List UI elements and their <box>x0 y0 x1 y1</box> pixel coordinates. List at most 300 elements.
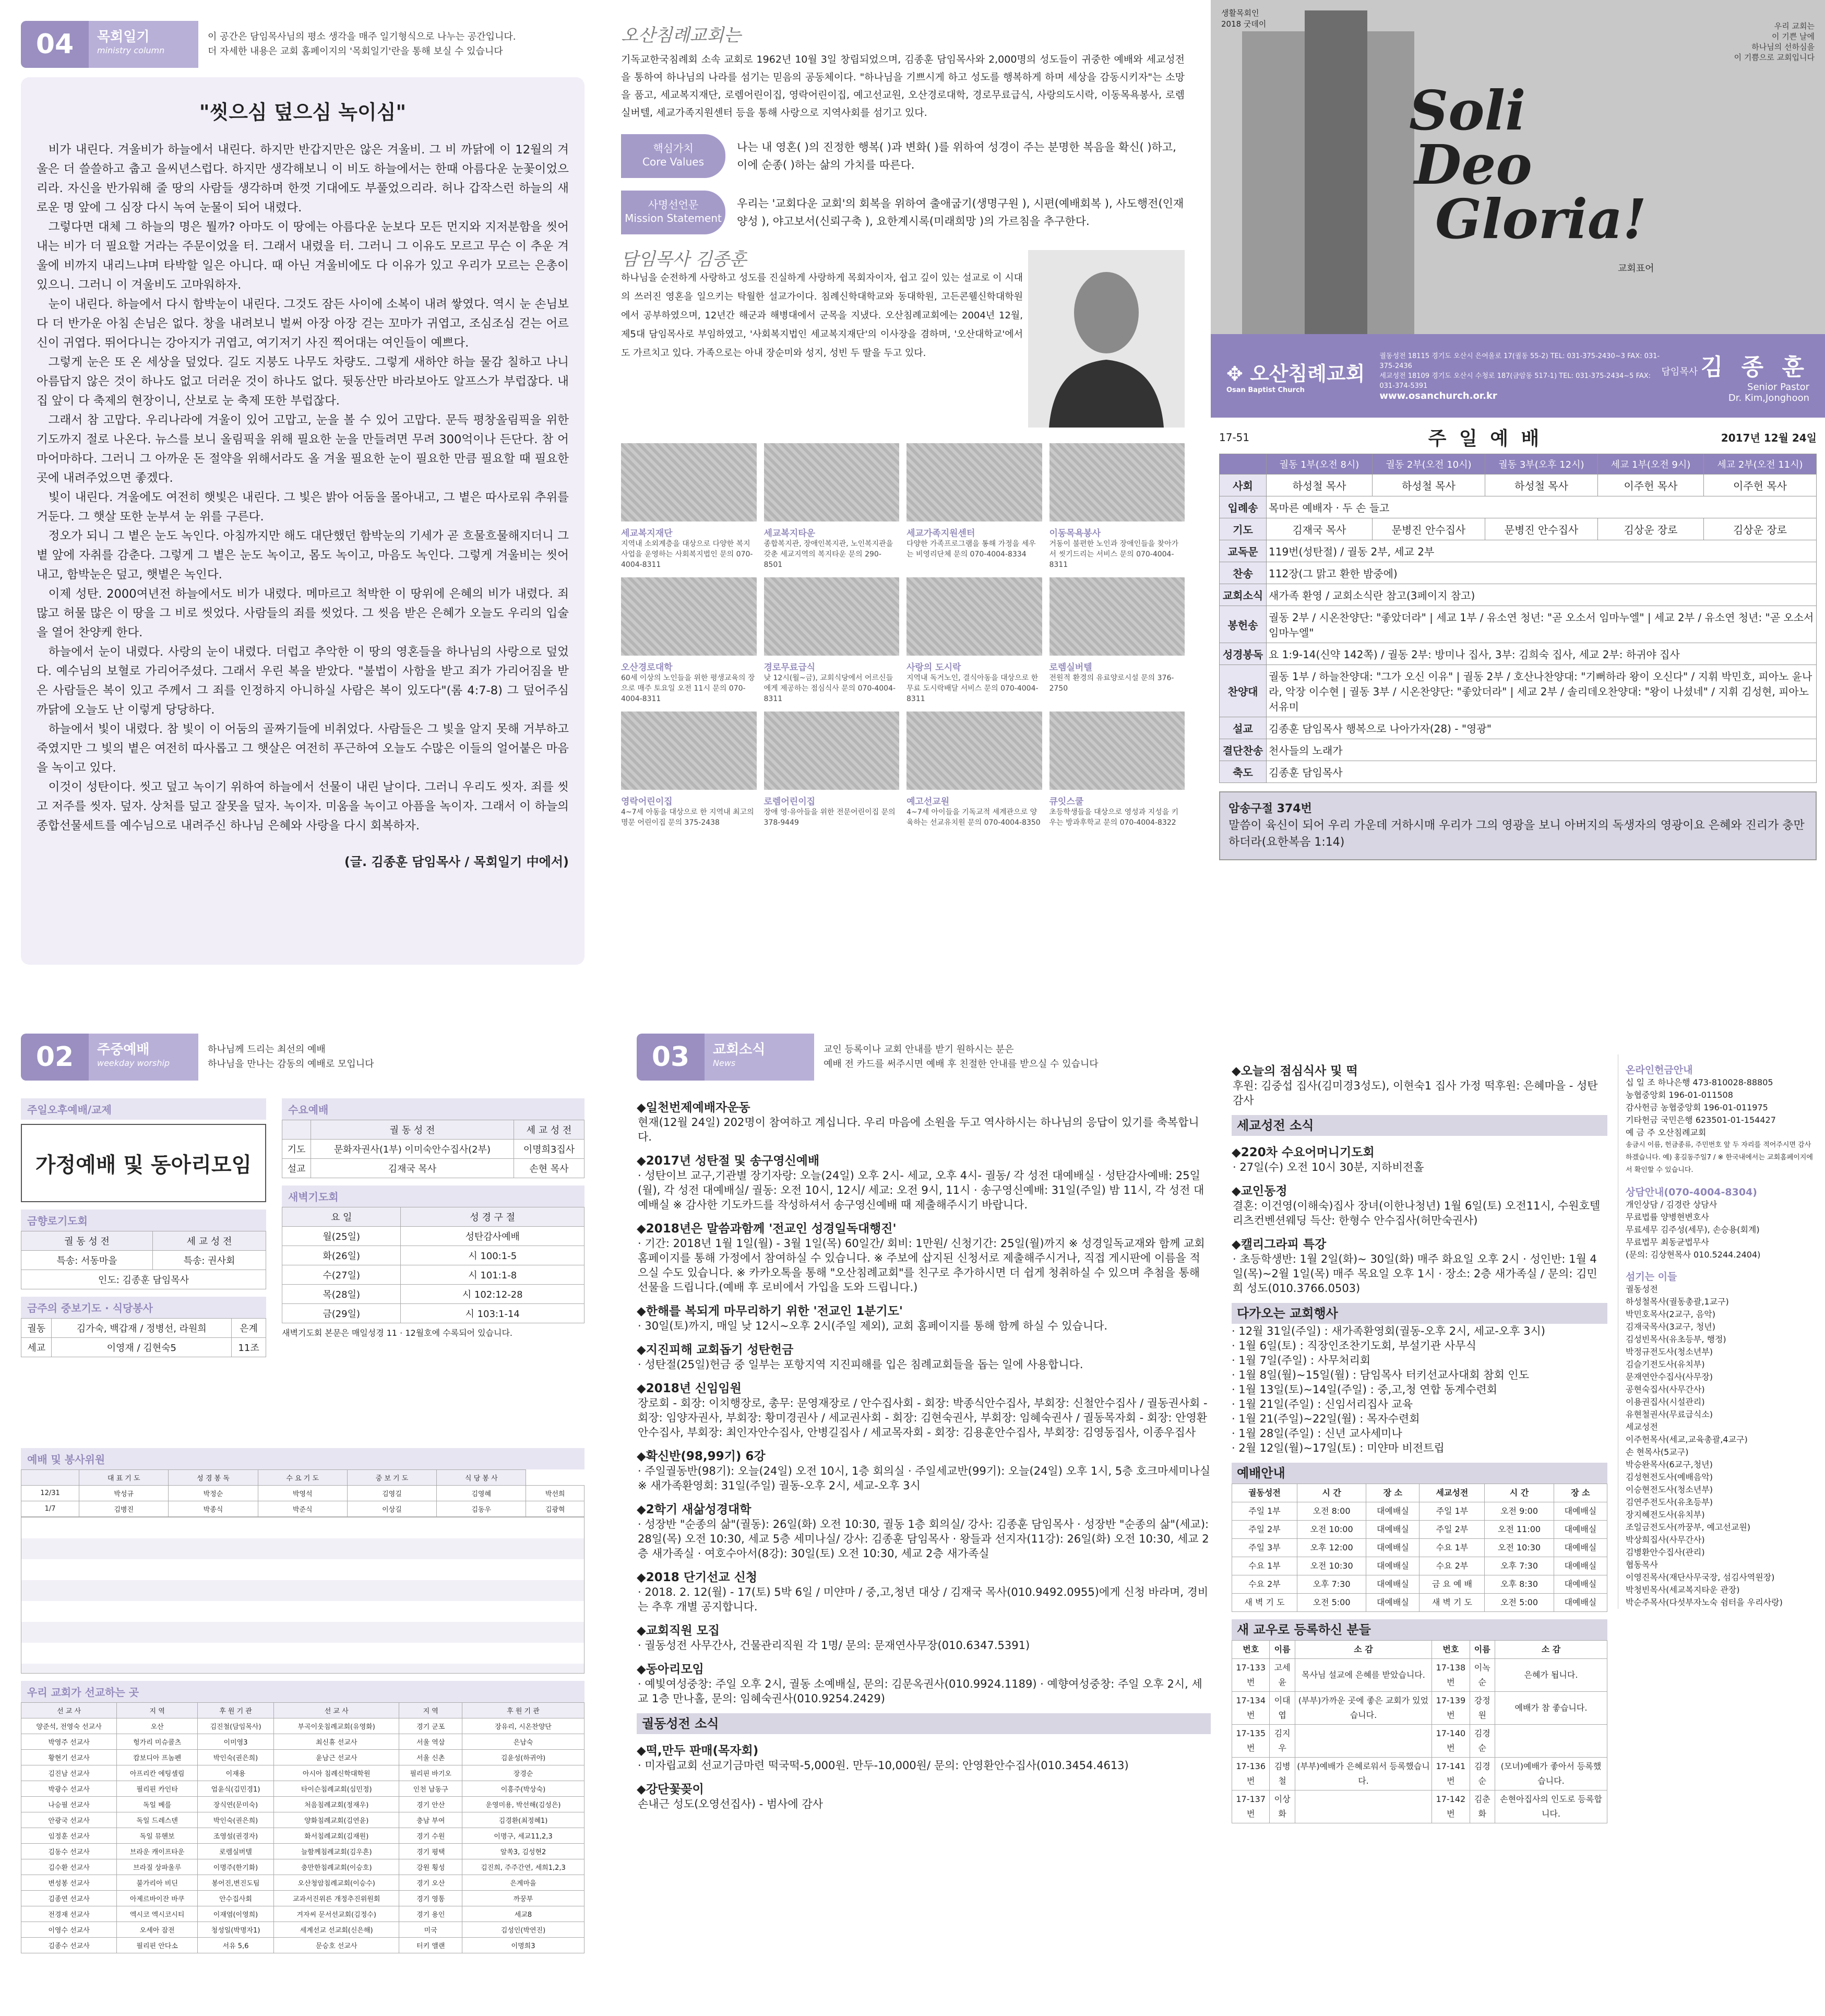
cell: 서울 역삼 <box>399 1734 462 1750</box>
ministry-card <box>621 711 757 828</box>
service-section <box>21 1441 585 1953</box>
label-ko: 핵심가치 <box>653 142 694 155</box>
col-head: 중 보 기 도 <box>347 1470 436 1486</box>
table-row <box>1220 540 1817 562</box>
quote-line: 이 기쁨으로 교회입니다 <box>1734 53 1815 62</box>
cell: 천사들의 노래가 <box>1267 739 1817 761</box>
cell: 성탄감사예배 <box>401 1227 585 1246</box>
section-title: 목회일기 <box>97 29 150 45</box>
col-head: 시 간 <box>1297 1484 1366 1502</box>
cell: 11조 <box>232 1338 266 1357</box>
cell: 장경순 <box>462 1765 585 1781</box>
news-body: · 2018. 2. 12(월) - 17(토) 5박 6일 / 미얀마 / 중,고,청년 대상 / 김재국 목사(010.9492.0955)에게 신청 바라며, 경비는 추후 개별 공지합니다. <box>638 1586 1209 1613</box>
cell: 문병진 안수집사 <box>1485 518 1597 540</box>
staff-line: 김슬기전도사(유치부) <box>1626 1359 1705 1369</box>
ministries-grid <box>621 443 1185 828</box>
column-paragraph: 비가 내린다. 겨울비가 하늘에서 내린다. 하지만 반갑지만은 않은 겨울비. 그 비 까닭에 이 12월의 겨울은 더 쓸쓸하고 춥고 을씨년스럽다. 하지만 생각해보니 이 비도 하늘에서는 한때 아름다운 눈꽃이었으리라. 자신을 반가워해 줄 땅의 사람들 생각하며 한껏 기대에도 부풀었으리라. 허나 갑작스런 하늘의 새로운 명 앞에 그 심장 다시 녹여 눈물이 되어 내렸다. <box>37 143 569 215</box>
dawn-prayer-table <box>282 1207 585 1323</box>
table-row <box>21 1812 585 1828</box>
cell: 박선희 <box>526 1486 585 1501</box>
cell: 목(28일) <box>282 1285 401 1304</box>
cell: 김경환(최정혜1) <box>462 1812 585 1828</box>
worship-heading: 주 일 예 배 <box>1428 428 1543 449</box>
staff-line: 박순주목사(다섯부자노숙 쉼터을 우리사랑) <box>1626 1597 1783 1607</box>
cell: 이미영3 <box>198 1734 274 1750</box>
cell: 독일 드레스덴 <box>117 1812 198 1828</box>
cell: 화서침례교회(김재원) <box>273 1828 399 1844</box>
table-row <box>1220 739 1817 761</box>
cell: (모녀)예배가 좋아서 등록했습니다. <box>1495 1758 1607 1790</box>
column-paragraph: 이제 성탄. 2000여년전 하늘에서도 비가 내렸다. 메마르고 척박한 이 땅위에 은혜의 비가 내렸다. 죄 많고 허물 많은 이 땅을 그 비로 씻었다. 사람들의 죄를 씻었다. 그 씻음 받은 은혜가 오늘도 우리의 입술을 열어 찬양케 한다. <box>37 587 569 639</box>
column-paragraph: 이것이 성탄이다. 씻고 덮고 녹이기 위하여 하늘에서 선물이 내린 날이다. 그러니 우리도 씻자. 죄를 씻고 저주를 씻자. 덮자. 상처를 덮고 잘못을 덮자. 녹이자. 미움을 녹이고 아픔을 녹이자. 그래서 이 하늘의 종합선물세트를 예수님으로 내려주신 하나님 은혜와 사랑을 다시 회복하자. <box>37 780 569 833</box>
table-row <box>1232 1557 1607 1575</box>
table-row <box>21 1859 585 1875</box>
logo-text: 오산침례교회 <box>1250 362 1365 385</box>
cell: 김동우 <box>437 1501 526 1517</box>
ministry-desc: 거동이 불편한 노인과 장애인들을 찾아가서 씻기드리는 서비스 문의 070-4004-8311 <box>1049 540 1179 569</box>
cell: 김종훈 담임목사 행복으로 나아가자(28) - "영광" <box>1267 717 1817 739</box>
col-head: 소 감 <box>1295 1641 1432 1659</box>
cell: 17-135번 <box>1232 1725 1270 1758</box>
address-line: 세교성전 18109 경기도 오산시 수청로 187(금암동 517-1) TEL: 031-375-2434~5 FAX: 031-374-5391 <box>1379 372 1651 390</box>
ministry-desc: 지역내 독거노인, 결식아동을 대상으로 한 무료 도시락배달 서비스 문의 070-4004-8311 <box>906 674 1039 703</box>
cell: 타이슨침례교회(심민정) <box>273 1781 399 1797</box>
staff-line: 박상희집사(사무간사) <box>1626 1535 1705 1545</box>
cell: 손현아집사의 인도로 등록합니다. <box>1495 1790 1607 1823</box>
table-row <box>1232 1521 1607 1539</box>
cell: 112장(그 맑고 환한 밤중에) <box>1267 562 1817 584</box>
cell: 오세아 잠전 <box>117 1922 198 1938</box>
ministry-card <box>1049 711 1185 828</box>
staff-line: 박정규전도사(청소년부) <box>1626 1347 1713 1357</box>
page-church-intro <box>621 21 1185 981</box>
staff-line: 문재연안수집사(사무장) <box>1626 1372 1713 1382</box>
news-heading: ◆강단꽃꽂이 <box>637 1783 704 1796</box>
table-row <box>1232 1575 1607 1594</box>
ministry-photo <box>764 711 900 790</box>
friday-prayer-table <box>21 1231 266 1289</box>
ministry-photo <box>621 443 757 521</box>
event-item: · 2월 12일(월)~17일(토) : 미얀마 비전트립 <box>1232 1442 1445 1454</box>
news-mid-column <box>1232 1054 1607 1823</box>
news-heading: ◆지진피해 교회돕기 성탄헌금 <box>637 1343 794 1357</box>
table-row <box>21 1486 585 1501</box>
ministry-desc: 초등학생들을 대상으로 영성과 지성을 키우는 방과후학교 문의 070-4004-8322 <box>1049 808 1179 827</box>
cell: 손현 목사 <box>514 1159 584 1178</box>
cell: 독일 뮤헨보 <box>117 1828 198 1844</box>
cell: 박영주 선교사 <box>21 1734 117 1750</box>
column-body <box>37 140 569 836</box>
ministry-photo <box>621 577 757 656</box>
ministry-card <box>764 577 900 704</box>
cell: 박인숙(권은희) <box>198 1812 274 1828</box>
cell: 이명주(한기화) <box>198 1859 274 1875</box>
cell: 기도 <box>282 1140 311 1159</box>
cell: 오전 10:30 <box>1485 1539 1554 1557</box>
cell: 김종연 선교사 <box>21 1891 117 1906</box>
column-signature: (글. 김종훈 담임목사 / 목회일기 中에서) <box>344 855 569 869</box>
cell: 대예배실 <box>1366 1539 1420 1557</box>
section-description <box>814 1042 1099 1072</box>
staff-line: 김병환안수집사(관리) <box>1626 1547 1705 1557</box>
cell: 장식연(문미숙) <box>198 1797 274 1812</box>
table-header-row <box>282 1207 585 1227</box>
table-row <box>1220 518 1817 540</box>
news-heading: ◆오늘의 점심식사 및 떡 <box>1232 1064 1358 1078</box>
pastor-name: 김 종 훈 <box>1700 354 1809 381</box>
table-row <box>1220 475 1817 496</box>
col-head: 궐동 2부(오전 10시) <box>1372 454 1485 475</box>
service-detail-grid <box>21 1517 585 1674</box>
cell: (부부)가까운 곳에 좋은 교회가 있었습니다. <box>1295 1692 1432 1725</box>
ministry-photo <box>621 711 757 790</box>
table-row <box>1220 584 1817 606</box>
row-label: 교독문 <box>1220 540 1267 562</box>
sunday-afternoon-bar: 주일오후예배/교제 <box>21 1098 266 1120</box>
church-info-band <box>1211 334 1825 418</box>
core-values-row <box>621 134 1185 178</box>
col-head: 이름 <box>1270 1641 1295 1659</box>
news-heading: ◆2018년 신임임원 <box>637 1382 742 1395</box>
pastor-label <box>1662 348 1809 404</box>
ministry-name: 이동목욕봉사 <box>1049 528 1101 539</box>
cell: 경기 영통 <box>399 1891 462 1906</box>
cell: 요 1:9-14(신약 142쪽) / 궐동 2부: 방미나 집사, 3부: 김희숙 집사, 세교 2부: 하귀야 집사 <box>1267 643 1817 665</box>
quote-line: 이 기쁜 날에 <box>1772 32 1815 41</box>
ministry-name: 로렘실버텔 <box>1049 662 1092 673</box>
cell: 궐동 <box>21 1319 52 1338</box>
pastor-en: Dr. Kim,Jonghoon <box>1728 393 1809 404</box>
section-subtitle: weekday worship <box>97 1058 170 1068</box>
table-row <box>21 1922 585 1938</box>
cell: 양화침례교회(김연윤) <box>273 1812 399 1828</box>
cell: 특송: 권사회 <box>153 1251 266 1270</box>
cell: 박종식 <box>169 1501 258 1517</box>
cell: 까꿍부 <box>462 1891 585 1906</box>
page-number-badge: 02 <box>21 1034 89 1081</box>
pastor-section <box>621 250 1185 428</box>
cell: 오전 8:00 <box>1297 1502 1366 1521</box>
title-line: Gloria! <box>1435 187 1647 251</box>
cell: 이상화 <box>1270 1790 1295 1823</box>
row-label: 입례송 <box>1220 496 1267 518</box>
cell: 늘함께침례교회(김우흔) <box>273 1844 399 1859</box>
table-row <box>1232 1502 1607 1521</box>
cell: 고세윤 <box>1270 1659 1295 1692</box>
staff-line: 김재국목사(3교구, 청년) <box>1626 1322 1715 1332</box>
col-head: 장 소 <box>1554 1484 1607 1502</box>
staff-line: 유현철권사(무료급식소) <box>1626 1409 1713 1419</box>
cell: 필리핀 안다소 <box>117 1938 198 1953</box>
side-line: 무료법률 양병현변호사 <box>1626 1212 1709 1222</box>
newcomer-bar: 새 교우로 등록하신 분들 <box>1232 1619 1607 1640</box>
cell: 목마른 예배자 · 두 손 들고 <box>1267 496 1817 518</box>
cell: 김경순 <box>1470 1725 1495 1758</box>
ministry-card <box>764 443 900 570</box>
cell: 경기 오산 <box>399 1875 462 1891</box>
section-title: 교회소식 <box>713 1042 766 1058</box>
side-heading: 섬기는 이들 <box>1626 1271 1677 1283</box>
cell: 경기 용인 <box>399 1906 462 1922</box>
table-row <box>21 1765 585 1781</box>
cell: 최신휴 선교사 <box>273 1734 399 1750</box>
page-04-ministry-column <box>21 21 585 981</box>
cell: 필리핀 카인타 <box>117 1781 198 1797</box>
news-body: · 초등학생반: 1월 2일(화)~ 30일(화) 매주 화요일 오후 2시 · 성인반: 1월 4일(목)~2월 1일(목) 매주 목요일 오후 1시 · 장소: 2층 새가족실 / 문의: 김민희 성도(010.3766.0503) <box>1233 1253 1597 1295</box>
cell: 시 102:12-28 <box>401 1285 585 1304</box>
column-paragraph: 그렇다면 대체 그 하늘의 명은 뭘까? 아마도 이 땅에는 아름다운 눈보다 모든 먼지와 지저분함을 씻어내는 비가 더 필요할 거라는 주문이었을 터. 그래서 내렸을 터. 그러니 그 이유도 모르고 무슨 이 추운 겨울에 비까지 내리느냐며 타박할 일은 아니다. 때 아닌 겨울비에도 다 이유가 있고 우리가 모르는 은총이 있으니. 그러니 이 겨울비도 고마워하자. <box>37 220 569 292</box>
news-left-column <box>637 1091 1211 1811</box>
cell: 김재국 목사 <box>1267 518 1373 540</box>
section-subtitle: ministry column <box>97 45 165 55</box>
table-header-row <box>21 1703 585 1718</box>
desc-line: 하나님께 드리는 최선의 예배 <box>208 1044 326 1055</box>
ministry-desc: 4~7세 아이들을 기독교적 세계관으로 양육하는 선교유치원 문의 070-4004-8350 <box>906 808 1041 827</box>
cell: 새 벽 기 도 <box>1420 1594 1485 1612</box>
pastor-hand-title: 담임목사 김종훈 <box>621 249 747 270</box>
cell: 17-134번 <box>1232 1692 1270 1725</box>
news-heading: ◆확신반(98,99기) 6강 <box>637 1450 766 1463</box>
cell: 변성봉 선교사 <box>21 1875 117 1891</box>
ministry-card <box>906 711 1042 828</box>
worship-date: 2017년 12월 24일 <box>1721 432 1817 444</box>
news-body: 결혼: 이건영(이해숙)집사 장녀(이한나청년) 1월 6일(토) 오전11시, 수원호텔리츠컨벤션웨딩 득산: 한형수 안수집사(허만숙권사) <box>1233 1200 1601 1227</box>
cell: 김경순 <box>1470 1758 1495 1790</box>
staff-line: 김성현전도사(예배음악) <box>1626 1472 1713 1482</box>
table-row <box>1232 1790 1607 1823</box>
website-link[interactable]: www.osanchurch.or.kr <box>1379 390 1497 401</box>
cell: 안수집사회 <box>198 1891 274 1906</box>
cell: 조영설(권경자) <box>198 1828 274 1844</box>
cell: 이주헌 목사 <box>1597 475 1703 496</box>
staff-line: 공현숙집사(사무간사) <box>1626 1384 1705 1394</box>
section-title: 주중예배 <box>97 1042 150 1058</box>
side-line: 기타헌금 국민은행 623501-01-154427 <box>1626 1115 1776 1125</box>
cell: 17-138번 <box>1432 1659 1470 1692</box>
staff-line: 이영진목사(재단사무국장, 섬김사역원장) <box>1626 1572 1775 1582</box>
cell: 브라운 캐이프타운 <box>117 1844 198 1859</box>
cell: 아프리칸 에팅셀림 <box>117 1765 198 1781</box>
schedule-bar: 예배안내 <box>1232 1463 1607 1484</box>
mission-row <box>621 191 1185 234</box>
ministry-photo <box>906 443 1042 521</box>
news-heading: ◆캘리그라피 특강 <box>1232 1238 1327 1251</box>
worship-table <box>1219 454 1817 783</box>
cell: 김수환 선교사 <box>21 1859 117 1875</box>
page-02-weekday-worship <box>21 1034 585 2005</box>
table-row <box>21 1828 585 1844</box>
logo-en: Osan Baptist Church <box>1226 386 1305 394</box>
table-row <box>1220 562 1817 584</box>
cell: 이명희3집사 <box>514 1140 584 1159</box>
cell: (부부)예배가 은혜로워서 등록했습니다. <box>1295 1758 1432 1790</box>
cell: 김병진 <box>79 1501 169 1517</box>
ministry-desc: 전원적 환경의 유료양로시설 문의 376-2750 <box>1049 674 1174 693</box>
cell: 대예배실 <box>1554 1502 1607 1521</box>
news-heading: ◆2018년은 말씀과함께 '전교인 성경일독대행진' <box>637 1222 897 1236</box>
cell: 수(27일) <box>282 1265 401 1285</box>
cell: 오전 9:00 <box>1485 1502 1554 1521</box>
topleft-1: 생활목회인 <box>1221 8 1259 18</box>
ministry-name: 사랑의 도시락 <box>906 662 961 673</box>
cell: 이재용 <box>198 1765 274 1781</box>
news-heading: ◆220차 수요어머니기도회 <box>1232 1146 1375 1159</box>
cell: 엄윤식(김민경1) <box>198 1781 274 1797</box>
cell: 오전 10:00 <box>1297 1521 1366 1539</box>
cell: 오산청암침례교회(이승수) <box>273 1875 399 1891</box>
cover-topleft <box>1221 7 1266 29</box>
label-ko: 사명선언문 <box>648 198 699 211</box>
missions-bar: 우리 교회가 선교하는 곳 <box>21 1681 585 1702</box>
segyo-news-bar: 세교성전 소식 <box>1232 1115 1607 1136</box>
cell: 인천 남동구 <box>399 1781 462 1797</box>
table-row <box>21 1938 585 1953</box>
cell: 문화자권사(1부) 이미숙안수집사(2부) <box>311 1140 514 1159</box>
topleft-2: 2018 굿데이 <box>1221 19 1267 29</box>
desc-line: 예배 전 카드를 써주시면 예배 후 친절한 안내를 받으실 수 있습니다 <box>824 1059 1099 1070</box>
cell: 수요 2부 <box>1232 1575 1297 1594</box>
cover-photo <box>1211 0 1825 334</box>
cell: 안광국 선교사 <box>21 1812 117 1828</box>
news-body: · 주일궐동반(98기): 오늘(24일) 오전 10시, 1층 회의실 · 주일세교반(99기): 오늘(24일) 오후 1시, 5층 호크마세미나실 ※ 새가족환영회: 31일(주일) 궐동-오후 2시, 세교-오후 3시 <box>638 1465 1211 1492</box>
col-head: 수 요 기 도 <box>258 1470 347 1486</box>
cell <box>1495 1725 1607 1758</box>
col-head: 후 원 기 관 <box>462 1703 585 1718</box>
cell: 은남숙 <box>462 1734 585 1750</box>
table-row <box>282 1285 585 1304</box>
col-head: 요 일 <box>282 1207 401 1227</box>
issue-number: 17-51 <box>1219 431 1250 444</box>
gwondong-news-bar: 궐동성전 소식 <box>637 1713 1211 1734</box>
ministry-card <box>906 443 1042 570</box>
cell: 알쏙3, 김성현2 <box>462 1844 585 1859</box>
recitation-title: 암송구절 374번 <box>1228 802 1312 815</box>
cell: 이녹순 <box>1470 1659 1495 1692</box>
ministry-desc: 4~7세 아동을 대상으로 한 지역내 최고의 명문 어린이집 문의 375-2438 <box>621 808 754 827</box>
col-head: 소 감 <box>1495 1641 1607 1659</box>
pastor-bio <box>621 250 1028 428</box>
news-body: · 27일(수) 오전 10시 30분, 지하비전홀 <box>1233 1161 1424 1173</box>
cell: 이영수 선교사 <box>21 1922 117 1938</box>
blank-head <box>1220 454 1267 475</box>
dawn-prayer-bar: 새벽기도회 <box>282 1185 585 1207</box>
side-line: 감사헌금 농협중앙회 196-01-011975 <box>1626 1102 1768 1112</box>
core-values-label <box>621 134 725 178</box>
section-description <box>198 30 516 59</box>
church-address <box>1379 351 1661 401</box>
core-values-text: 나는 내 영혼( )의 진정한 행복( )과 변화( )를 위하여 성경이 주는 분명한 복음을 확신( )하고, 이에 순종( )하는 삶의 가치를 따른다. <box>737 141 1176 171</box>
cell: 궐동 1부 / 하늘찬양대: "그가 오신 이유" | 궐동 2부 / 호산나찬양대: "기뻐하라 왕이 오신다" / 지휘 박민호, 피아노 윤나라, 악장 이수현 | 궐동 3부 / 시온찬양단: "좋았더라" | 세교 2부 / 솔리데오찬양대: "왕이 나셨네" / 지휘 김성현, 피아노 서유미 <box>1267 665 1817 717</box>
cell: 17-133번 <box>1232 1659 1270 1692</box>
cell: 김영길 <box>347 1486 436 1501</box>
cell: 119번(성탄절) / 궐동 2부, 세교 2부 <box>1267 540 1817 562</box>
ministry-name: 로렘어린이집 <box>764 797 816 807</box>
pastor-en: Senior Pastor <box>1747 382 1809 393</box>
cell: 경기 수원 <box>399 1828 462 1844</box>
cell: 17-142번 <box>1432 1790 1470 1823</box>
cell: 전경재 선교사 <box>21 1906 117 1922</box>
cell: 오전 10:30 <box>1297 1557 1366 1575</box>
news-body: 현재(12월 24일) 202명이 참여하고 계십니다. 우리 마음에 소원을 두고 역사하시는 하나님의 응답이 있기를 축복합니다. <box>638 1116 1199 1143</box>
staff-line: 조일금전도사(까꿍부, 예고선교원) <box>1626 1522 1751 1532</box>
news-body: · 궐동성전 사무간사, 건물관리직원 각 1명/ 문의: 문재연사무장(010.6347.5391) <box>638 1639 1030 1652</box>
blank-head <box>21 1470 79 1486</box>
ministry-card <box>1049 443 1185 570</box>
page-cover <box>1211 0 1825 981</box>
ministry-desc: 다양한 가족프로그램을 통해 가정을 세우는 비영리단체 문의 070-4004-8334 <box>906 540 1036 559</box>
cell: 대예배실 <box>1366 1575 1420 1594</box>
cell: 월(25일) <box>282 1227 401 1246</box>
cell: 교과서진위른 개정추진위원회 <box>273 1891 399 1906</box>
cell: 경기 평택 <box>399 1844 462 1859</box>
news-body: 손내근 성도(오영선집사) - 범사에 감사 <box>638 1798 823 1810</box>
cell: 대예배실 <box>1554 1575 1607 1594</box>
cell: 강정원 <box>1470 1692 1495 1725</box>
events-bar: 다가오는 교회행사 <box>1232 1303 1607 1324</box>
cell: 오전 11:00 <box>1485 1521 1554 1539</box>
news-sidebar <box>1618 1054 1815 1609</box>
side-line: 예 금 주 오산침례교회 <box>1626 1128 1707 1137</box>
church-logo <box>1226 358 1365 394</box>
table-row <box>21 1844 585 1859</box>
ministry-photo <box>764 443 900 521</box>
cell: 은혜가 됩니다. <box>1495 1659 1607 1692</box>
cell: 충만한침례교회(이승호) <box>273 1859 399 1875</box>
cell: 윤남근 선교사 <box>273 1750 399 1765</box>
staff-line: 박청빈목사(세교복지타운 관장) <box>1626 1585 1740 1595</box>
label-en: Mission Statement <box>625 212 722 224</box>
motto-label: 교회표어 <box>1618 263 1654 274</box>
cell: 오후 12:00 <box>1297 1539 1366 1557</box>
column-paragraph: 정오가 되니 그 볕은 눈도 녹인다. 아침까지만 해도 대단했던 함박눈의 기세가 곧 흐물흐물해지더니 그 볕 앞에 자취를 감춘다. 그렇게 그 볕은 눈도 녹이고, 몸도 녹이고, 마음도 녹인다. 그렇게 겨울비는 씻어내고, 함박눈은 덮고, 햇볕은 녹인다. <box>37 529 569 582</box>
side-subhead: 협동목사 <box>1626 1560 1658 1570</box>
row-label: 찬송 <box>1220 562 1267 584</box>
ministry-card <box>764 711 900 828</box>
news-heading: ◆2018 단기선교 신청 <box>637 1571 758 1584</box>
news-heading: ◆한해를 복되게 마무리하기 위한 '전교인 1분기도' <box>637 1305 903 1318</box>
cell: 주일 1부 <box>1232 1502 1297 1521</box>
missions-table <box>21 1702 585 1953</box>
dove-icon: ✥ <box>1226 362 1250 385</box>
staff-line: 손 현목사(5교구) <box>1626 1447 1689 1457</box>
intercession-table <box>21 1318 266 1357</box>
blank-head <box>282 1120 311 1140</box>
row-label: 설교 <box>1220 717 1267 739</box>
row-label: 찬양대 <box>1220 665 1267 717</box>
cell: 김상운 장로 <box>1597 518 1703 540</box>
staff-line: 이승현전도사(청소년부) <box>1626 1485 1713 1495</box>
cell: 양준석, 전영숙 선교사 <box>21 1718 117 1734</box>
worship-order <box>1211 418 1825 867</box>
cell: 새가족 환영 / 교회소식란 참고(3페이지 참고) <box>1267 584 1817 606</box>
p02-right-column <box>282 1091 585 1338</box>
ministry-photo <box>764 577 900 656</box>
column-paragraph: 빛이 내린다. 겨울에도 여전히 햇빛은 내린다. 그 빛은 밝아 어둠을 몰아내고, 그 볕은 따사로워 추위를 거둔다. 그 햇살 또한 눈부셔 눈 위를 구른다. <box>37 491 569 524</box>
cell: 이명구, 세교11,2,3 <box>462 1828 585 1844</box>
staff-line: 박민호목사(2교구, 음악) <box>1626 1309 1715 1319</box>
cell: 하성철 목사 <box>1267 475 1373 496</box>
cell: 김재국 목사 <box>311 1159 514 1178</box>
newcomer-table <box>1232 1640 1607 1823</box>
cell: 문병진 안수집사 <box>1372 518 1485 540</box>
table-row <box>1232 1725 1607 1758</box>
column-title: "씻으심 덮으심 녹이심" <box>199 101 407 124</box>
news-body: 장로회 - 회장: 이치행장로, 총무: 문영재장로 / 안수집사회 - 회장: 박종식안수집사, 부회장: 신철안수집사 / 궐동권사회 - 회장: 임양자권사, 부회장: 황미경권사 / 세교권사회 - 회장: 김현숙권사, 부회장: 임혜숙권사 / 궐동목자회 - 회장: 안영환안수집사, 부회장: 최인자안수집사, 안병길집사 / 세교목자회 - 회장: 김용훈안수집사, 부회장: 김영동집사, 이종우집사 <box>638 1397 1208 1439</box>
cell: 박인숙(권은희) <box>198 1750 274 1765</box>
title-line: Deo <box>1414 133 1532 197</box>
table-row <box>1232 1539 1607 1557</box>
cell: 서울 신촌 <box>399 1750 462 1765</box>
